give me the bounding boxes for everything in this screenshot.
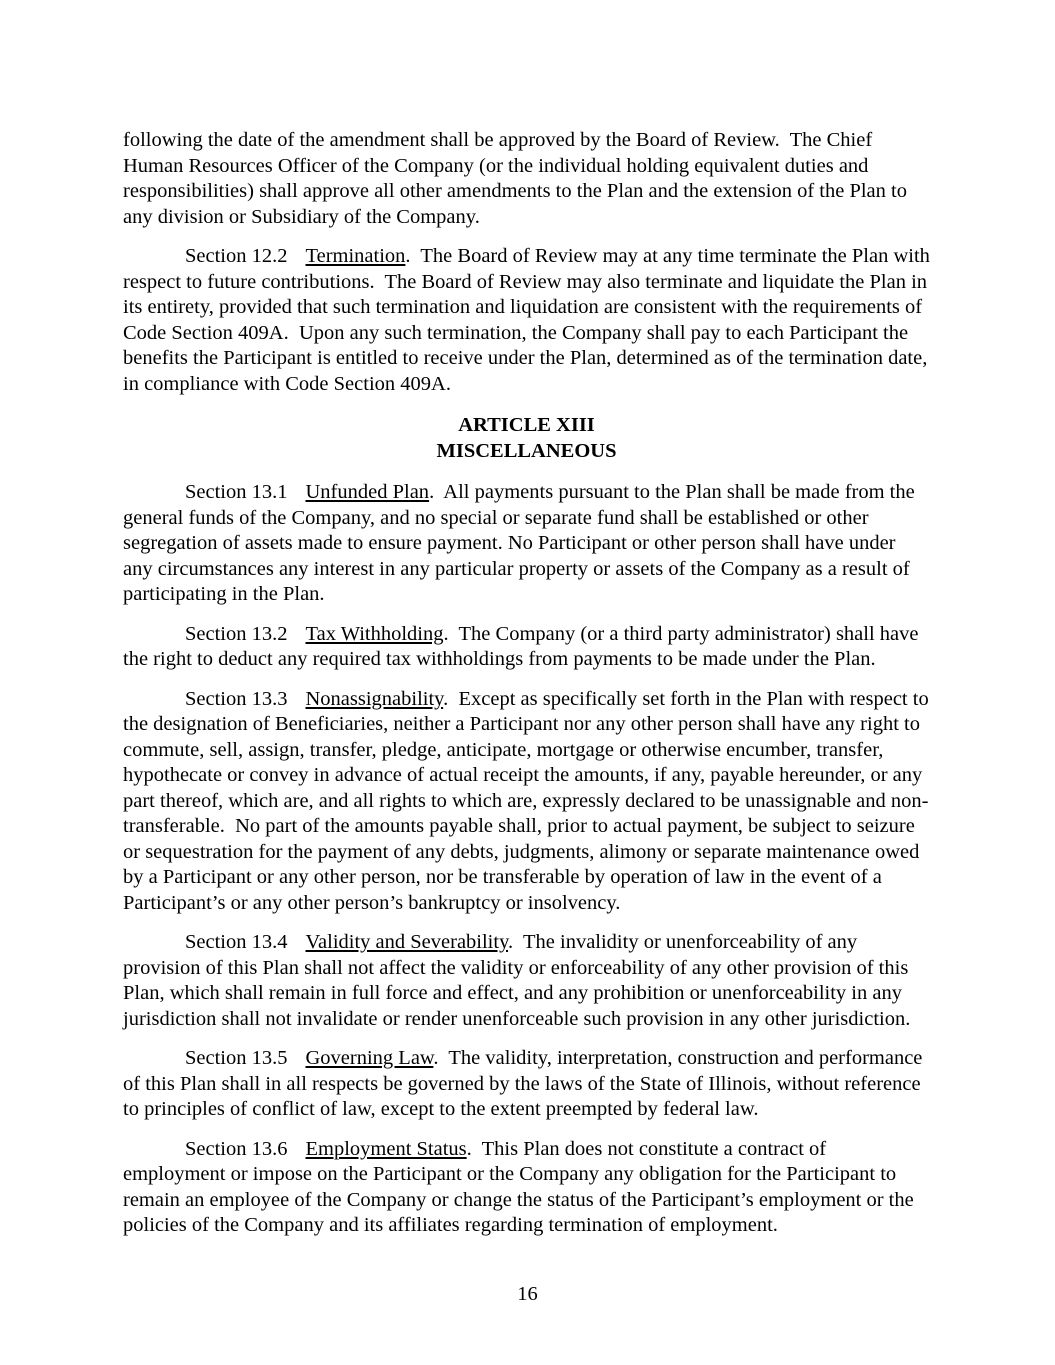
article-heading-line1: ARTICLE XIII <box>458 414 595 436</box>
section-label: Section 13.1 <box>185 481 288 503</box>
paragraph-text: following the date of the amendment shall be approved by the Board of Review. The Chief Human Resources Officer of the Company (or the individual holding equivalent duties and responsibilities) shall approve all other amendments to the Plan and the extension of the Plan to any division or Subsidiary of the Company. <box>123 129 913 228</box>
section-12-2-paragraph <box>123 244 936 397</box>
section-body: . This Plan does not constitute a contract of employment or impose on the Participant or the Company any obligation for the Participant to remain an employee of the Company or change the status of the Participant’s employment or the policies of the Company and its affiliates regarding termination of employment. <box>123 1137 919 1236</box>
section-body: . The validity, interpretation, construction and performance of this Plan shall in all respects be governed by the laws of the State of Illinois, without reference to principles of conflict of law, except to the extent preempted by federal law. <box>123 1047 928 1120</box>
section-body: . The Board of Review may at any time terminate the Plan with respect to future contributions. The Board of Review may also terminate and liquidate the Plan in its entirety, provided that such termination and liquidation are consistent with the requirements of Code Section 409A. Upon any such termination, the Company shall pay to each Participant the benefits the Participant is entitled to receive under the Plan, determined as of the termination date, in compliance with Code Section 409A. <box>123 245 936 395</box>
section-heading: Nonassignability <box>305 687 444 710</box>
section-heading: Unfunded Plan <box>305 481 430 503</box>
section-13-5-paragraph <box>123 1046 930 1123</box>
section-heading: Governing Law <box>305 1047 434 1069</box>
section-heading: Tax Withholding <box>305 622 444 645</box>
section-heading: Validity and Severability <box>305 931 508 953</box>
section-label: Section 13.6 <box>185 1137 288 1160</box>
section-label: Section 13.4 <box>185 931 288 953</box>
section-heading: Employment Status <box>305 1137 467 1160</box>
section-13-4-paragraph <box>123 930 930 1032</box>
section-13-1-paragraph <box>123 480 930 608</box>
article-heading-line2: MISCELLANEOUS <box>436 439 617 462</box>
section-13-6-paragraph <box>123 1137 930 1239</box>
section-13-3-paragraph <box>123 687 934 917</box>
section-body: . Except as specifically set forth in the Plan with respect to the designation of Beneficiaries, neither a Participant nor any other person shall have any right to commute, sell, assign, transfer, pledge, anticipate, mortgage or otherwise encumber, transfer, hypothecate or convey in advance of actual receipt the amounts, if any, payable hereunder, or any part thereof, which are, and all rights to which are, expressly declared to be unassignable and non-transferable. No part of the amounts payable shall, prior to actual payment, be subject to seizure or sequestration for the payment of any debts, judgments, alimony or separate maintenance owed by a Participant or any other person, nor be transferable by operation of law in the event of a Participant’s or any other person’s bankruptcy or insolvency. <box>123 687 934 914</box>
section-label: Section 12.2 <box>185 245 288 267</box>
section-body: . The invalidity or unenforceability of any provision of this Plan shall not affect the validity or enforceability of any other provision of this Plan, which shall remain in full force and effect, and any prohibition or unenforceability in any jurisdiction shall not invalidate or render unenforceable such provision in any other jurisdiction. <box>123 931 914 1030</box>
section-label: Section 13.2 <box>185 622 288 645</box>
section-label: Section 13.3 <box>185 687 288 710</box>
section-heading: Termination <box>305 245 406 267</box>
section-label: Section 13.5 <box>185 1047 288 1069</box>
section-body: . All payments pursuant to the Plan shall be made from the general funds of the Company, and no special or separate fund shall be established or other segregation of assets made to ensure payment. No Participant or other person shall have under any circumstances any interest in any particular property or assets of the Company as a result of participating in the Plan. <box>123 481 920 605</box>
continuation-paragraph <box>123 128 930 230</box>
section-body: . The Company (or a third party administrator) shall have the right to deduct any required tax withholdings from payments to be made under the Plan. <box>123 622 924 670</box>
article-heading <box>123 413 930 464</box>
section-13-2-paragraph <box>123 622 930 673</box>
page-number: 16 <box>517 1282 538 1305</box>
